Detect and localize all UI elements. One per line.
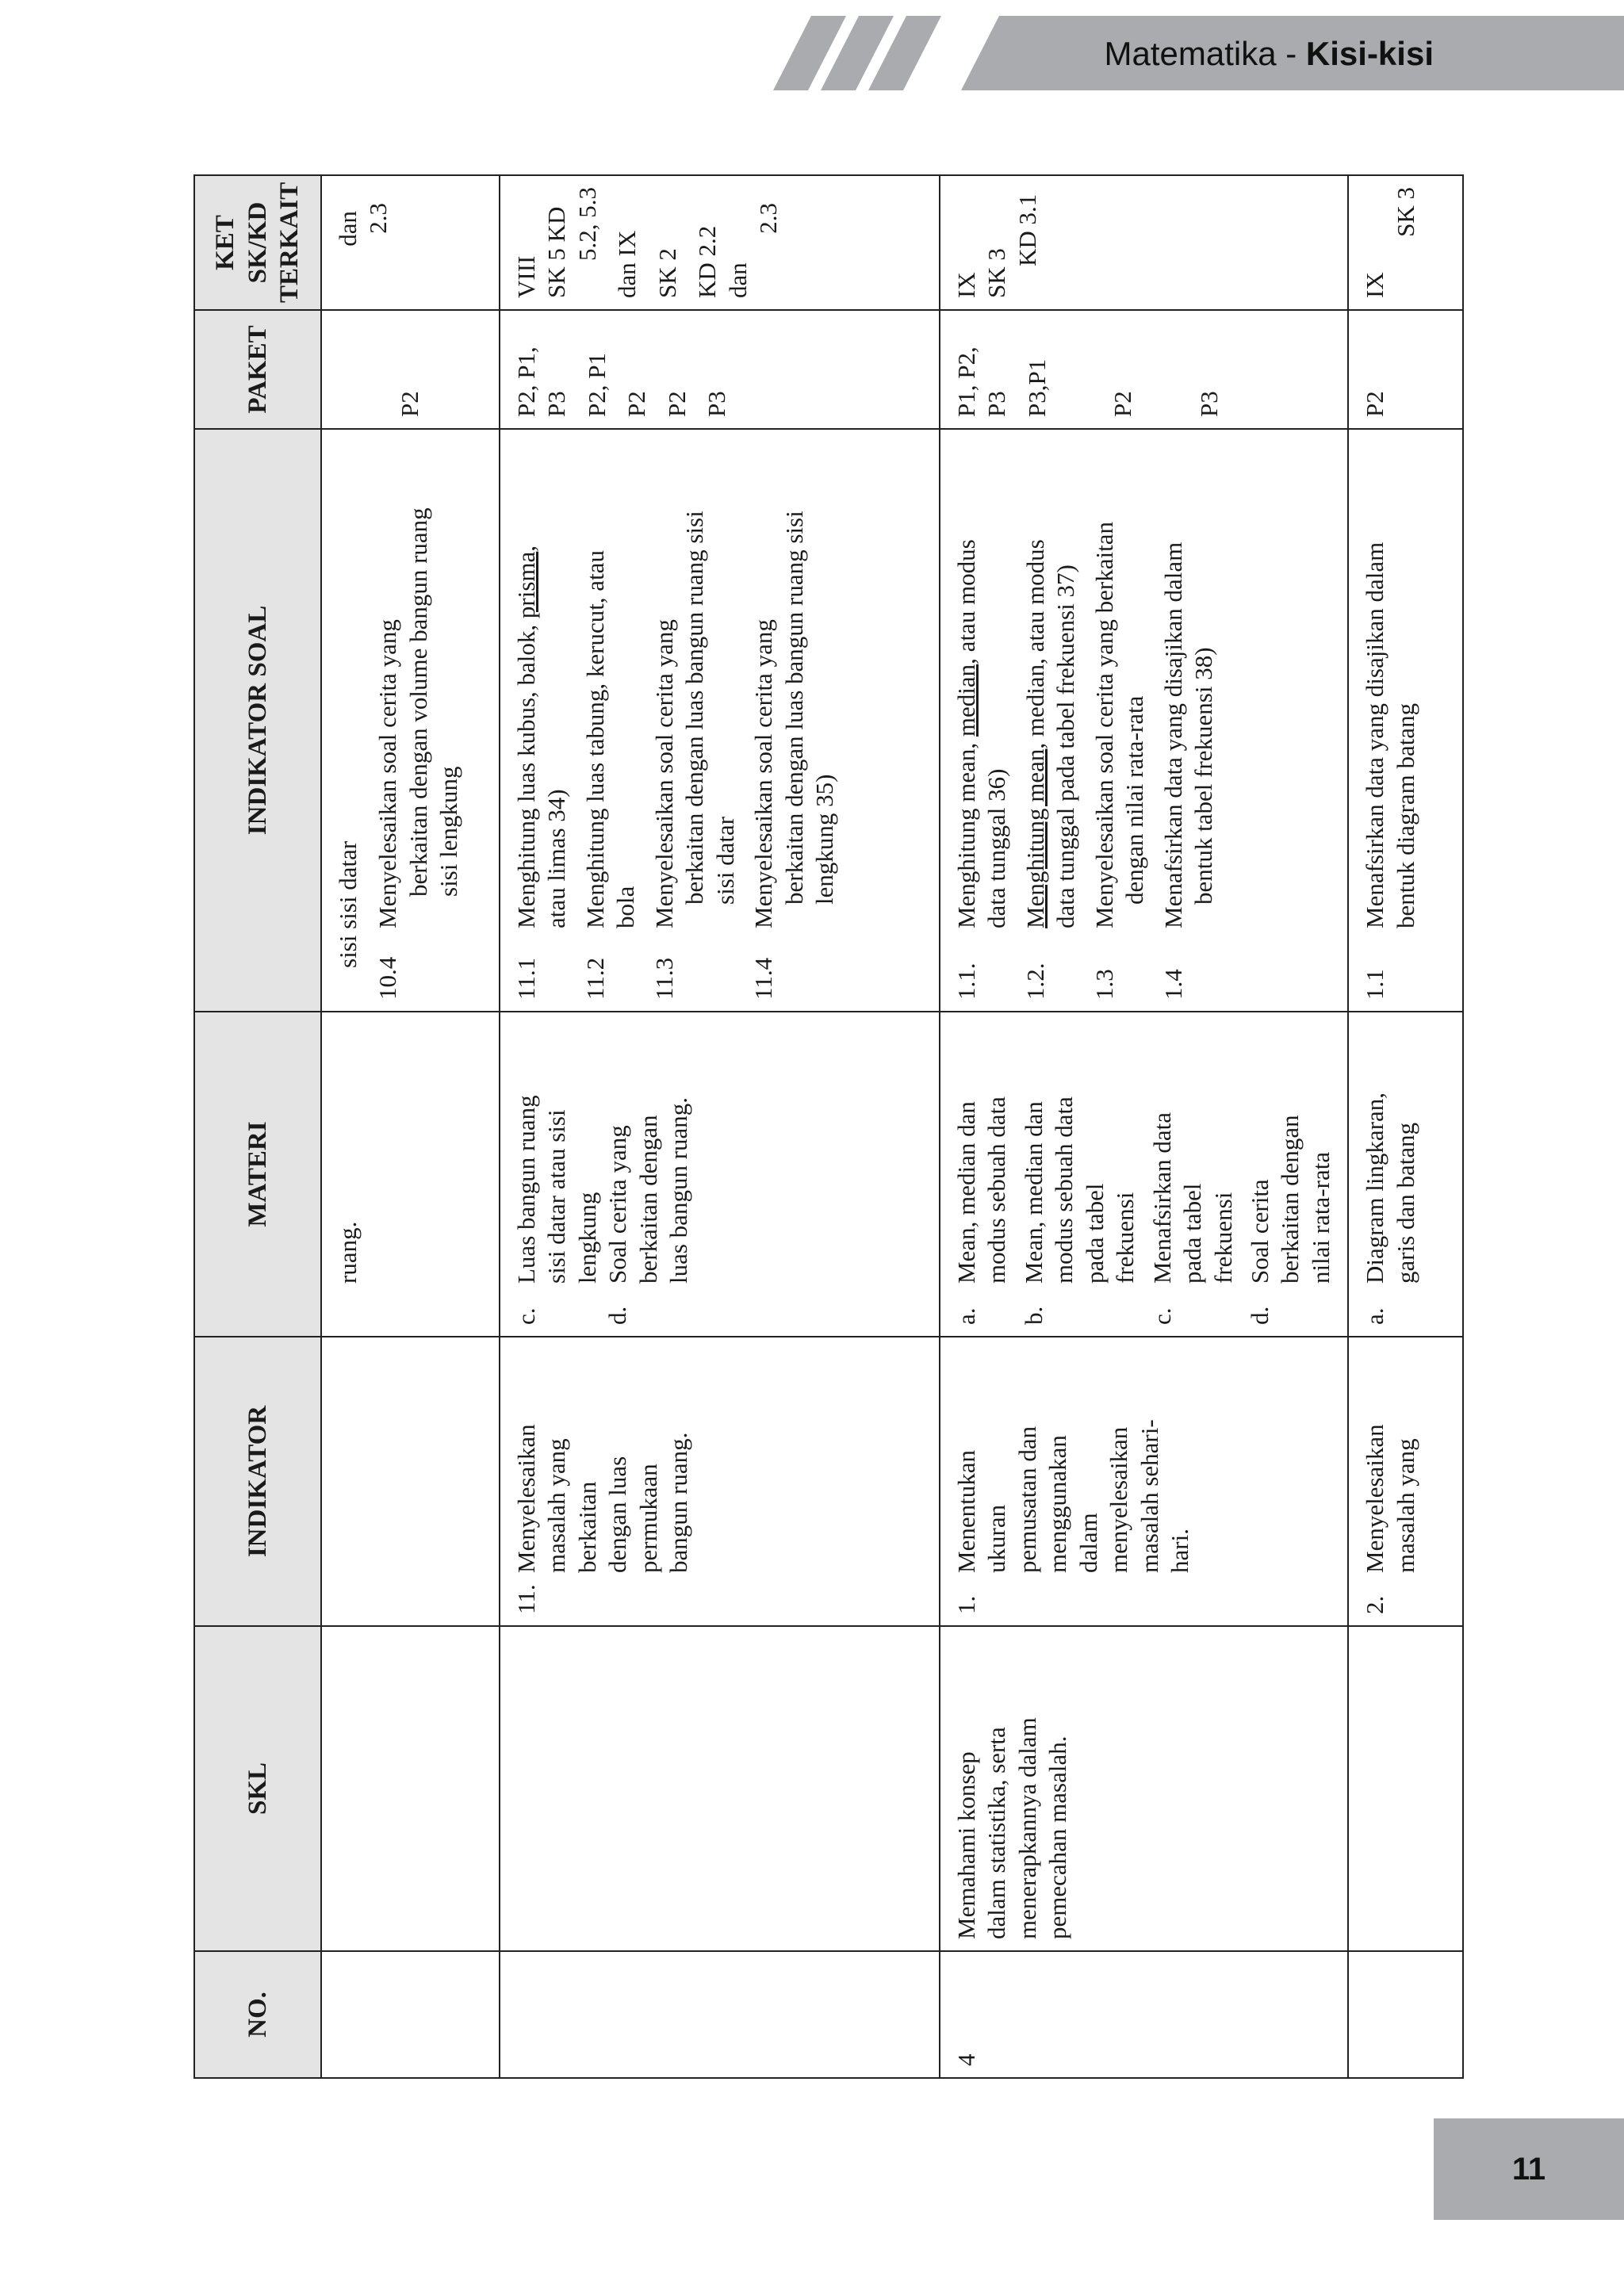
cell-no <box>1348 1951 1463 2078</box>
materi-text: modus sebuah data <box>982 1096 1011 1284</box>
header-paket: PAKET <box>194 310 321 429</box>
header-ket-line: KET <box>210 215 239 270</box>
indikator-text: permukaan <box>634 1464 662 1573</box>
indikator-text: hari. <box>1166 1529 1194 1573</box>
materi-text: lengkung <box>573 1192 601 1284</box>
cell-paket <box>940 310 1348 429</box>
soal-underlined-text: prisma <box>512 551 540 619</box>
materi-text: Soal cerita <box>1245 1179 1274 1284</box>
indikator-text: masalah yang <box>1391 1438 1419 1573</box>
indikator-text: menggunakan <box>1044 1435 1072 1573</box>
materi-marker: c. <box>1147 1307 1176 1325</box>
soal-text: data tunggal 36) <box>982 768 1011 928</box>
cell-indikator-soal <box>500 429 940 1012</box>
soal-number: 11.1 <box>512 957 540 1000</box>
skl-text: Memahami konsep <box>952 1751 980 1939</box>
cell-materi <box>1348 1012 1463 1337</box>
materi-text: nilai rata-rata <box>1306 1151 1335 1284</box>
indikator-number: 1. <box>952 1595 980 1614</box>
header-skl: SKL <box>194 1626 321 1951</box>
materi-text: frekuensi <box>1111 1192 1139 1284</box>
header-subject: Matematika <box>1104 35 1277 72</box>
ket-text: KD 2.2 dan <box>693 225 752 298</box>
materi-marker: d. <box>603 1306 632 1325</box>
header-indikator-soal: INDIKATOR SOAL <box>194 429 321 1012</box>
cell-paket <box>1348 310 1463 429</box>
cell-ket <box>500 175 940 310</box>
ket-text: SK 3 <box>982 248 1011 298</box>
table-row <box>1348 175 1463 2078</box>
materi-marker: c. <box>512 1307 540 1325</box>
cell-indikator-soal <box>940 429 1348 1012</box>
materi-text: berkaitan dengan <box>634 1115 662 1284</box>
ket-text: 5.2, 5.3 <box>573 187 601 261</box>
soal-text: Menafsirkan data yang disajikan dalam <box>1361 541 1389 928</box>
soal-text: berkaitan dengan luas bangun ruang sisi <box>680 511 709 905</box>
header-separator: - <box>1276 35 1306 72</box>
paket-text: P3 <box>982 391 1011 417</box>
cell-materi <box>500 1012 940 1337</box>
paket-text: P2 <box>1109 391 1137 417</box>
materi-marker: a. <box>952 1307 980 1325</box>
paket-text: P3 <box>1194 391 1223 417</box>
cell-indikator-soal <box>321 429 500 1012</box>
soal-text: , median, atau modus <box>1021 539 1049 749</box>
header-materi: MATERI <box>194 1012 321 1337</box>
skl-text: dalam statistika, serta <box>982 1727 1011 1939</box>
materi-text: frekuensi <box>1208 1192 1237 1284</box>
cell-skl <box>500 1626 940 1951</box>
materi-text: Menafsirkan data <box>1147 1112 1176 1284</box>
cell-paket <box>321 310 500 429</box>
ket-text: KD 3.1 <box>1013 193 1041 266</box>
header-stripes-graphic <box>773 16 963 90</box>
indikator-number: 11. <box>512 1584 540 1614</box>
header-indikator: INDIKATOR <box>194 1337 321 1626</box>
soal-text: Menyelesaikan soal cerita yang <box>373 619 402 928</box>
header-no: NO. <box>194 1951 321 2078</box>
cell-indikator <box>940 1337 1348 1626</box>
cell-ket <box>940 175 1348 310</box>
materi-text: modus sebuah data <box>1050 1096 1078 1284</box>
ket-text: 2.3 <box>364 203 393 234</box>
indikator-text: pemusatan dan <box>1013 1425 1041 1573</box>
soal-underlined-text: Menghitung mean <box>1021 748 1049 928</box>
soal-text: , atau modus <box>952 539 980 664</box>
soal-text: , <box>512 545 540 552</box>
soal-number: 11.4 <box>749 957 778 1000</box>
soal-text: Menghitung mean, <box>952 742 980 928</box>
page-number: 11 <box>1434 2118 1624 2220</box>
cell-indikator <box>500 1337 940 1626</box>
soal-text: Menyelesaikan soal cerita yang <box>649 619 678 928</box>
soal-text: Menyelesaikan soal cerita yang <box>749 619 778 928</box>
soal-number: 1.4 <box>1159 969 1187 1000</box>
header-title <box>1105 30 1434 78</box>
soal-text: sisi datar <box>710 816 739 905</box>
cell-skl <box>940 1626 1348 1951</box>
materi-text: ruang. <box>334 1221 362 1284</box>
soal-number: 11.2 <box>580 957 609 1000</box>
row-number: 4 <box>952 2053 980 2066</box>
indikator-text: Menyelesaikan <box>512 1424 540 1573</box>
indikator-text: Menyelesaikan <box>1361 1424 1389 1573</box>
header-ket-line: TERKAIT <box>275 182 304 303</box>
table-row <box>321 175 500 2078</box>
soal-text: Menyelesaikan soal cerita yang berkaitan <box>1090 522 1118 928</box>
materi-marker: b. <box>1019 1306 1048 1325</box>
paket-text: P2, P1 <box>582 353 611 417</box>
materi-text: Mean, median dan <box>1019 1101 1048 1284</box>
cell-skl <box>321 1626 500 1951</box>
materi-marker: d. <box>1245 1306 1274 1325</box>
indikator-text: masalah yang <box>542 1438 571 1573</box>
header-section: Kisi-kisi <box>1305 35 1434 72</box>
soal-text: Menghitung luas kubus, balok, <box>512 624 540 928</box>
table-row <box>940 175 1348 2078</box>
cell-materi <box>321 1012 500 1337</box>
indikator-number: 2. <box>1361 1595 1389 1614</box>
soal-text: sisi sisi datar <box>334 840 362 968</box>
indikator-text: masalah sehari- <box>1135 1419 1163 1573</box>
ket-text: dan IX <box>613 230 642 298</box>
cell-indikator-soal <box>1348 429 1463 1012</box>
ket-text: IX <box>952 272 980 298</box>
paket-text: P2 <box>396 391 424 417</box>
cell-materi <box>940 1012 1348 1337</box>
ket-text: SK 5 KD <box>542 206 571 298</box>
materi-marker: a. <box>1361 1307 1389 1325</box>
paket-text: P2 <box>662 391 691 417</box>
ket-text: SK 3 <box>1391 187 1419 237</box>
soal-number: 10.4 <box>373 956 402 1000</box>
cell-no <box>500 1951 940 2078</box>
cell-ket <box>321 175 500 310</box>
soal-underlined-text: median <box>952 664 980 737</box>
soal-text: berkaitan dengan luas bangun ruang sisi <box>779 511 808 905</box>
header-ket <box>194 175 321 310</box>
paket-text: P1, P2, <box>952 346 980 417</box>
cell-paket <box>500 310 940 429</box>
indikator-text: Menentukan <box>952 1450 980 1573</box>
soal-text: dengan nilai rata-rata <box>1120 695 1149 905</box>
materi-text: pada tabel <box>1178 1183 1207 1284</box>
materi-text: Luas bangun ruang <box>512 1095 540 1284</box>
materi-text: pada tabel <box>1080 1183 1109 1284</box>
soal-text: bola <box>611 886 640 928</box>
ket-text: SK 2 <box>653 248 681 298</box>
indikator-text: dengan luas <box>603 1456 632 1573</box>
ket-text: VIII <box>512 255 540 298</box>
materi-text: berkaitan dengan <box>1276 1115 1304 1284</box>
soal-text: bentuk tabel frekuensi 38) <box>1189 647 1218 905</box>
skl-text: menerapkannya dalam <box>1013 1717 1041 1939</box>
cell-indikator <box>1348 1337 1463 1626</box>
soal-text: Menghitung luas tabung, kerucut, atau <box>580 550 609 928</box>
soal-number: 1.1 <box>1361 969 1389 1000</box>
soal-text: berkaitan dengan volume bangun ruang <box>404 507 432 897</box>
soal-text: data tunggal pada tabel frekuensi 37) <box>1051 564 1080 928</box>
materi-text: Diagram lingkaran, <box>1361 1092 1389 1284</box>
soal-number: 1.1. <box>952 962 980 1000</box>
skl-text: pemecahan masalah. <box>1044 1735 1072 1939</box>
materi-text: garis dan batang <box>1391 1122 1419 1284</box>
cell-skl <box>1348 1626 1463 1951</box>
soal-number: 1.2. <box>1021 962 1049 1000</box>
indikator-text: berkaitan <box>573 1481 601 1573</box>
indikator-text: dalam <box>1074 1513 1102 1573</box>
cell-no <box>321 1951 500 2078</box>
indikator-text: bangun ruang. <box>665 1432 693 1573</box>
indikator-text: menyelesaikan <box>1105 1426 1133 1573</box>
indikator-text: ukuran <box>982 1504 1011 1573</box>
cell-indikator <box>321 1337 500 1626</box>
ket-text: dan <box>334 211 362 247</box>
ket-text: IX <box>1361 272 1389 298</box>
ket-text: 2.3 <box>754 203 783 234</box>
paket-text: P3,P1 <box>1022 358 1051 417</box>
soal-number: 1.3 <box>1090 969 1118 1000</box>
cell-ket <box>1348 175 1463 310</box>
soal-text: bentuk diagram batang <box>1391 702 1419 928</box>
paket-text: P2, P1, <box>512 346 540 417</box>
table-row <box>500 175 940 2078</box>
paket-text: P3 <box>703 391 731 417</box>
paket-text: P2 <box>1361 391 1389 417</box>
paket-text: P2 <box>622 391 651 417</box>
soal-text: Menafsirkan data yang disajikan dalam <box>1159 541 1187 928</box>
materi-text: Soal cerita yang <box>603 1125 632 1284</box>
table-header-row <box>194 175 321 2078</box>
materi-text: luas bangun ruang. <box>665 1096 693 1284</box>
soal-text: atau limas 34) <box>542 789 571 928</box>
materi-text: sisi datar atau sisi <box>542 1109 571 1284</box>
header-ket-line: SK/KD <box>243 201 272 284</box>
soal-text: sisi lengkung <box>435 766 463 897</box>
paket-text: P3 <box>542 391 571 417</box>
soal-number: 11.3 <box>649 957 678 1000</box>
kisi-kisi-table <box>193 174 1464 2079</box>
cell-no <box>940 1951 1348 2078</box>
kisi-kisi-table-container <box>193 176 1446 2079</box>
materi-text: Mean, median dan <box>952 1101 980 1284</box>
soal-text: lengkung 35) <box>810 774 838 905</box>
